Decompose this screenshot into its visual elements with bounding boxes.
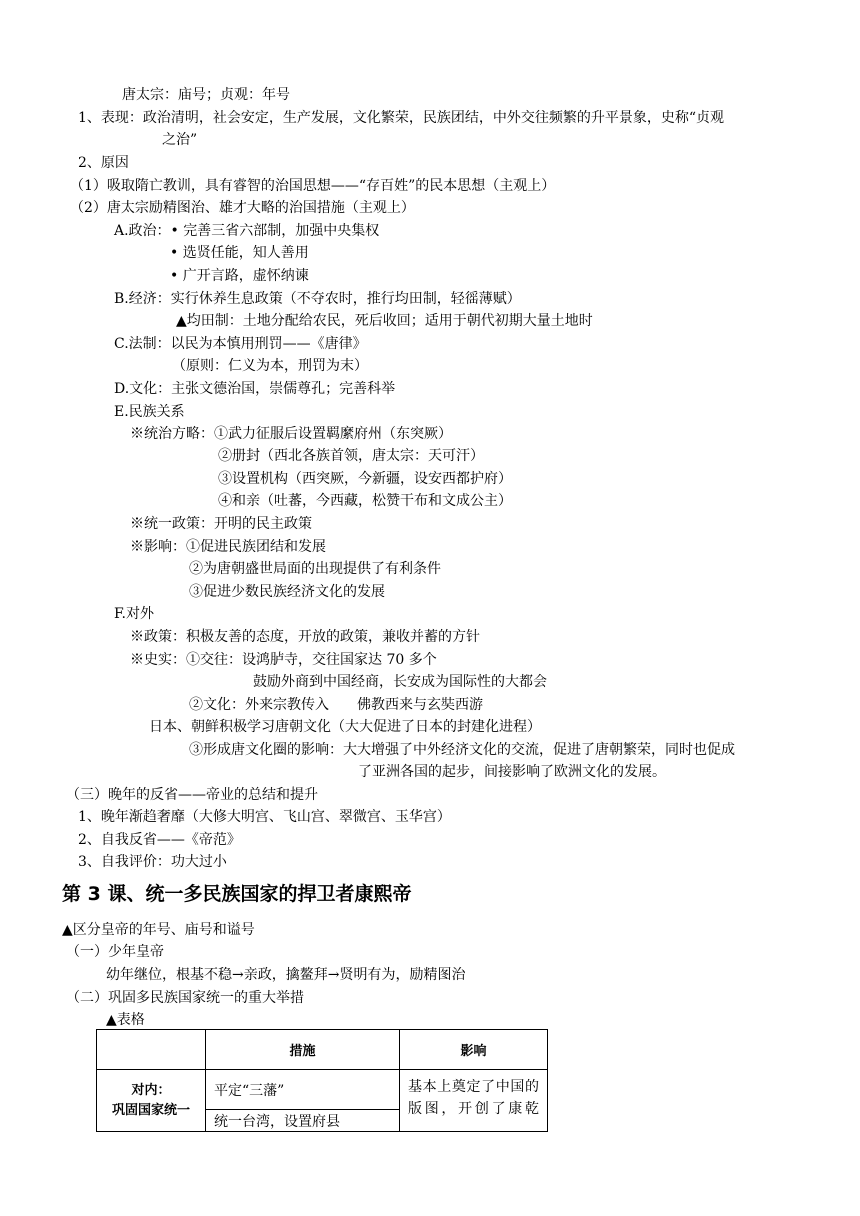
note-line: 唐太宗：庙号；贞观：年号 [122, 87, 290, 103]
note-line: （三）晚年的反省——帝业的总结和提升 [66, 787, 318, 803]
note-line: ②为唐朝盛世局面的出现提供了有利条件 [189, 561, 441, 577]
note-line: ▲均田制：土地分配给农民，死后收回；适用于朝代初期大量土地时 [176, 313, 593, 329]
note-line: （一）少年皇帝 [66, 944, 164, 960]
note-line: ※统一政策：开明的民主政策 [130, 516, 312, 532]
note-line: ②册封（西北各族首领，唐太宗：天可汗） [218, 448, 484, 464]
measures-table [96, 1029, 548, 1132]
row-label-line: 对内： [131, 1082, 171, 1098]
table-header-effect: 影响 [400, 1030, 548, 1070]
note-line: 日本、朝鲜积极学习唐朝文化（大大促进了日本的封建化进程） [149, 719, 541, 735]
note-line: C.法制：以民为本慎用刑罚——《唐律》 [114, 336, 367, 352]
note-line: 鼓励外商到中国经商，长安成为国际性的大都会 [253, 674, 547, 690]
note-line: ※政策：积极友善的态度，开放的政策，兼收并蓄的方针 [130, 629, 480, 645]
note-line: F.对外 [114, 606, 154, 622]
measure-cell: 统一台湾，设置府县 [206, 1110, 400, 1132]
note-line: • 选贤任能，知人善用 [170, 245, 309, 261]
note-line: （原则：仁义为本，刑罚为末） [172, 358, 368, 374]
note-line: D.文化：主张文德治国，崇儒尊孔；完善科举 [114, 381, 396, 397]
note-line: 2、原因 [78, 155, 129, 171]
note-line: ※史实：①交往：设鸿胪寺，交往国家达 70 多个 [130, 652, 437, 668]
note-line: A.政治：• 完善三省六部制，加强中央集权 [114, 223, 380, 239]
note-line: • 广开言路，虚怀纳谏 [170, 268, 309, 284]
note-line: ②文化：外来宗教传入 佛教西来与玄奘西游 [189, 697, 483, 713]
note-line: （1）吸取隋亡教训，具有睿智的治国思想——“存百姓”的民本思想（主观上） [70, 178, 556, 194]
note-line: （2）唐太宗励精图治、雄才大略的治国措施（主观上） [70, 200, 415, 216]
row-label [97, 1070, 206, 1132]
note-line: 3、自我评价：功大过小 [78, 854, 227, 870]
note-line: 之治” [162, 132, 198, 148]
table-header-measures: 措施 [206, 1030, 400, 1070]
note-line: ▲区分皇帝的年号、庙号和谥号 [62, 922, 255, 938]
note-line: 2、自我反省——《帝范》 [78, 832, 241, 848]
note-line: ※影响：①促进民族团结和发展 [130, 539, 326, 555]
note-line: ▲表格 [106, 1012, 145, 1028]
note-line: ※统治方略：①武力征服后设置羁縻府州（东突厥） [130, 426, 452, 442]
note-line: ④和亲（吐蕃，今西藏，松赞干布和文成公主） [218, 493, 512, 509]
note-line: ③设置机构（西突厥，今新疆，设安西都护府） [218, 471, 512, 487]
note-line: （二）巩固多民族国家统一的重大举措 [66, 990, 304, 1006]
note-line: ③形成唐文化圈的影响：大大增强了中外经济文化的交流，促进了唐朝繁荣，同时也促成 [189, 742, 735, 758]
note-line: ③促进少数民族经济文化的发展 [189, 584, 385, 600]
measure-cell: 平定“三藩” [206, 1070, 400, 1110]
note-line: 了亚洲各国的起步，间接影响了欧洲文化的发展。 [358, 764, 666, 780]
lesson-title: 第 3 课、统一多民族国家的捍卫者康熙帝 [62, 883, 412, 905]
note-line: E.民族关系 [114, 404, 185, 420]
note-line: 1、表现：政治清明，社会安定，生产发展，文化繁荣，民族团结，中外交往频繁的升平景象，史称“贞观 [78, 110, 725, 126]
table-header-empty [97, 1030, 206, 1070]
row-label-line: 巩固国家统一 [111, 1102, 190, 1118]
note-line: B.经济：实行休养生息政策（不夺农时，推行均田制，轻徭薄赋） [114, 291, 521, 307]
note-line: 幼年继位，根基不稳→亲政，擒鳌拜→贤明有为，励精图治 [106, 967, 466, 983]
note-line: 1、晚年渐趋奢靡（大修大明宫、飞山宫、翠微宫、玉华宫） [78, 809, 451, 825]
effect-cell: 基本上奠定了中国的版图，开创了康乾 [400, 1070, 548, 1132]
